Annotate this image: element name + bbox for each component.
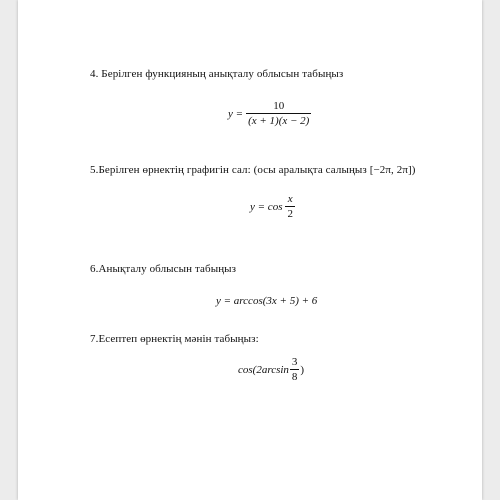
- task-4-text: 4. Берілген функцияның анықталу облысын табыңыз: [90, 68, 344, 80]
- formula-4-lhs: y =: [228, 107, 244, 120]
- formula-7-denominator: 8: [291, 371, 298, 383]
- formula-7: [238, 356, 304, 383]
- formula-7-prefix: cos(2arcsin: [238, 363, 289, 376]
- formula-6-expression: y = arccos(3x + 5) + 6: [216, 295, 318, 307]
- formula-7-numerator: 3: [291, 356, 298, 368]
- formula-5: [250, 193, 298, 220]
- formula-7-fraction: [290, 356, 300, 383]
- task-7-text: 7.Есептеп өрнектің мәнін табыңыз:: [90, 333, 259, 345]
- formula-5-fraction: [285, 193, 295, 220]
- formula-7-suffix: ): [300, 363, 305, 376]
- document-page: [18, 0, 482, 500]
- formula-4-denominator: (x + 1)(x − 2): [248, 115, 310, 127]
- formula-4-numerator: 10: [273, 100, 285, 112]
- formula-5-numerator: x: [287, 193, 293, 205]
- formula-6: [216, 295, 317, 307]
- task-6-text: 6.Анықталу облысын табыңыз: [90, 263, 237, 275]
- formula-4: [228, 100, 314, 127]
- formula-4-fraction: [246, 100, 311, 127]
- formula-5-lhs: y = cos: [250, 200, 283, 213]
- task-5-text: 5.Берілген өрнектің графигін сал: (осы аралықта салыңыз [−2π, 2π]): [90, 164, 416, 176]
- formula-5-denominator: 2: [287, 208, 293, 220]
